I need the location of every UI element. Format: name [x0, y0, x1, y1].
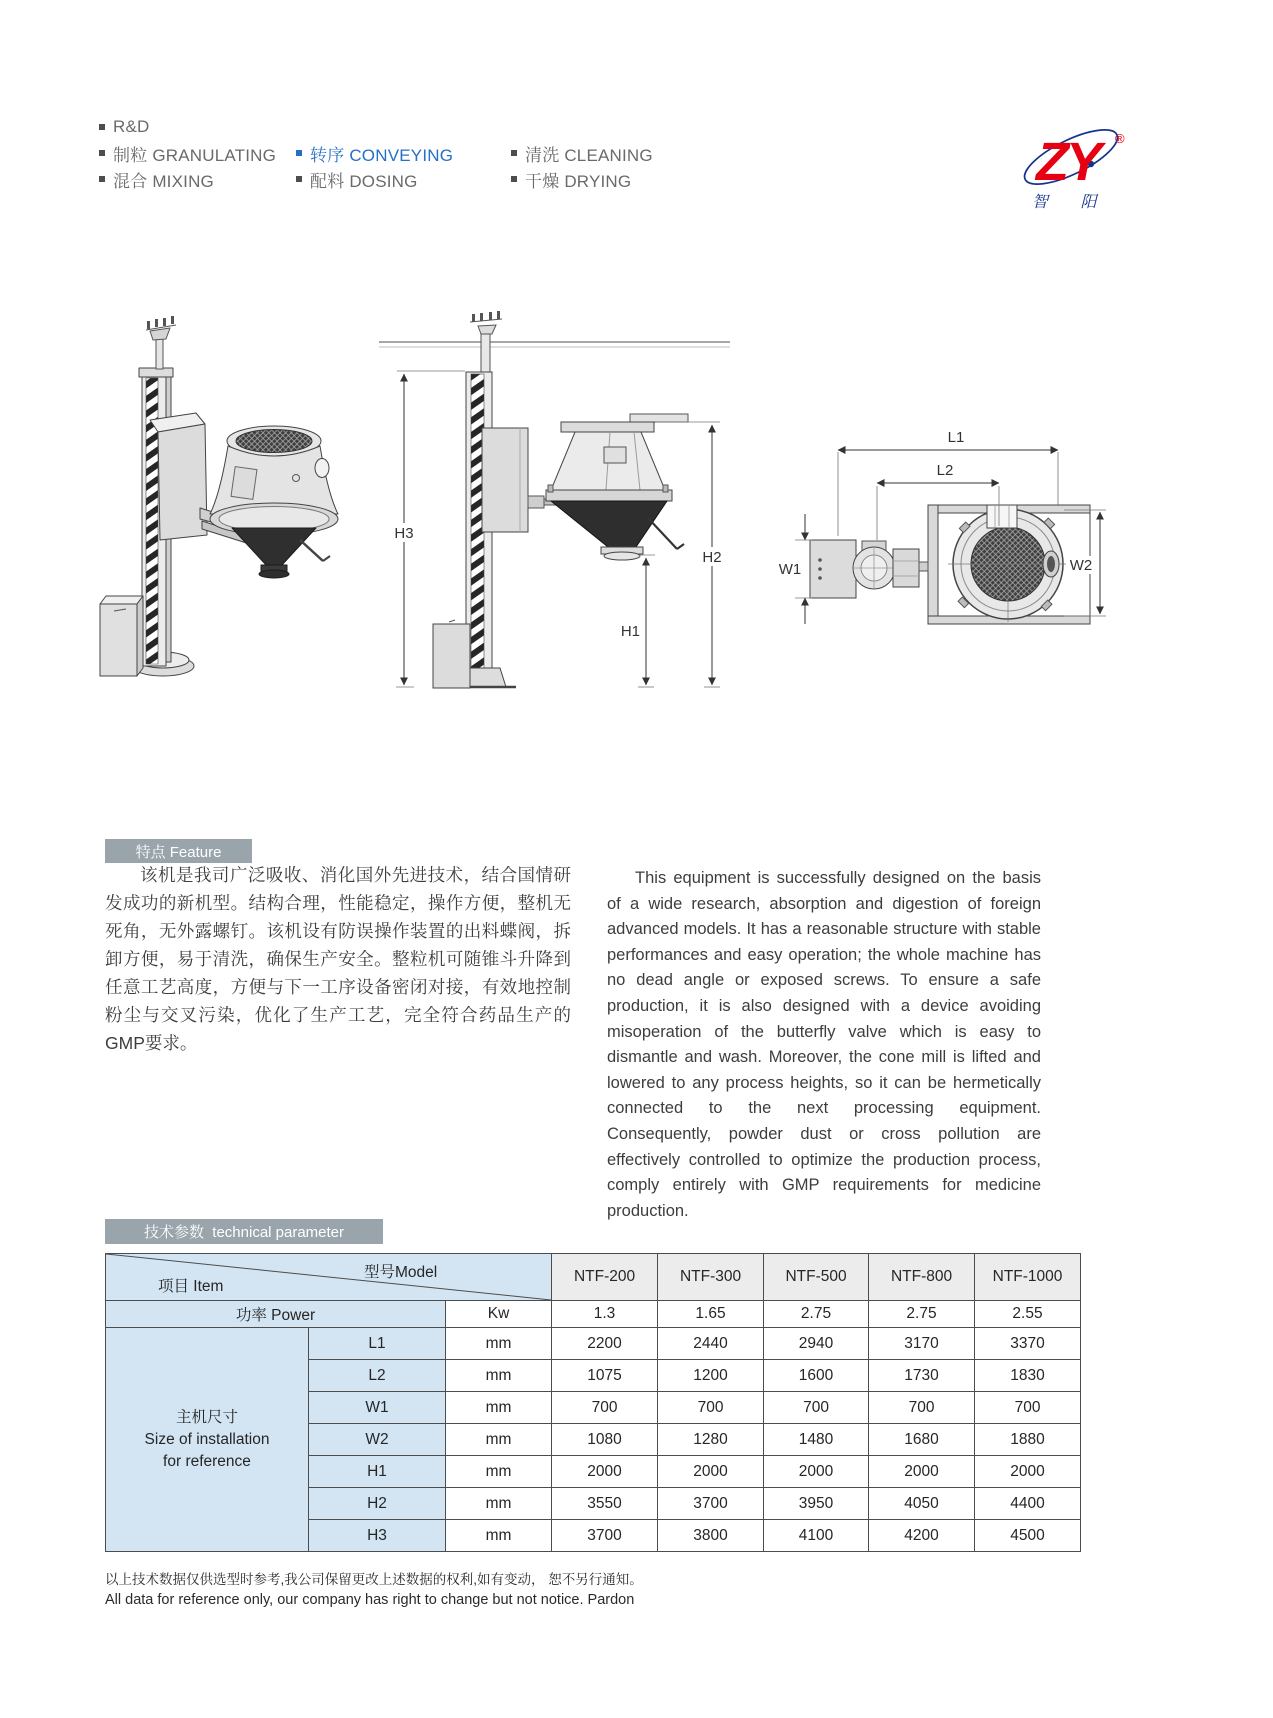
dim-label-w1: W1 [778, 561, 802, 578]
dim-name-cell: H2 [309, 1488, 446, 1520]
menu-column-1 [99, 114, 276, 192]
feature-paragraph-chinese: 该机是我司广泛吸收、消化国外先进技术，结合国情研发成功的新机型。结构合理，性能稳定，操作方便，整机无死角，无外露螺钉。该机设有防误操作装置的出料蝶阀，拆卸方便，易于清洗，确保生产安全。整粒机可随锥斗升降到任意工艺高度，方便与下一工序设备密闭对接，有效地控制粉尘与交叉污染，优化了生产工艺，完全符合药品生产的GMP要求。 [105, 865, 571, 1053]
disclaimer-english: All data for reference only, our company has right to change but not notice. Pardon [105, 1592, 635, 1608]
value-cell: 4200 [869, 1520, 975, 1552]
value-cell: 1730 [869, 1360, 975, 1392]
value-cell: 2000 [975, 1456, 1081, 1488]
dim-label-h3: H3 [394, 525, 414, 542]
dim-name-cell: L1 [309, 1328, 446, 1360]
value-cell: 700 [764, 1392, 869, 1424]
model-header-label: 型号Model [364, 1264, 438, 1281]
table-diagonal-header-cell [106, 1254, 552, 1301]
tech-heading-label: 技术参数 technical parameter [143, 1224, 345, 1241]
dim-name-cell: W2 [309, 1424, 446, 1456]
value-cell: 4500 [975, 1520, 1081, 1552]
bullet-square-icon [99, 176, 105, 182]
power-row-label: 功率 Power [106, 1301, 446, 1328]
drawing-isometric-view [100, 316, 338, 676]
value-cell: 1280 [658, 1424, 764, 1456]
dim-name-cell: W1 [309, 1392, 446, 1424]
tech-section-header [105, 1219, 383, 1244]
menu-item-cleaning [511, 140, 653, 166]
menu-item-label: 制粒 GRANULATING [113, 145, 277, 165]
value-cell: 1480 [764, 1424, 869, 1456]
unit-cell: mm [446, 1328, 552, 1360]
table-row [106, 1328, 1081, 1360]
unit-cell: mm [446, 1456, 552, 1488]
value-cell: 3700 [552, 1520, 658, 1552]
value-cell: 1680 [869, 1424, 975, 1456]
logo-text: ZY [1036, 132, 1100, 192]
menu-item-mixing [99, 166, 276, 192]
power-value-cell: 1.65 [658, 1301, 764, 1328]
dim-label-h1: H1 [620, 623, 640, 640]
bullet-square-icon [99, 124, 105, 130]
value-cell: 700 [552, 1392, 658, 1424]
size-rowspan-label [106, 1328, 309, 1552]
dim-name-cell: L2 [309, 1360, 446, 1392]
menu-item-granulating [99, 140, 276, 166]
menu-item-label: 转序 CONVEYING [310, 145, 454, 165]
unit-cell: mm [446, 1520, 552, 1552]
value-cell: 3700 [658, 1488, 764, 1520]
dim-name-cell: H1 [309, 1456, 446, 1488]
menu-item-label: 干燥 DRYING [525, 171, 632, 191]
menu-item-label: 混合 MIXING [113, 171, 214, 191]
bullet-square-icon [296, 176, 302, 182]
menu-item-label: R&D [113, 117, 150, 136]
power-value-cell: 1.3 [552, 1301, 658, 1328]
value-cell: 1080 [552, 1424, 658, 1456]
value-cell: 2200 [552, 1328, 658, 1360]
value-cell: 2000 [869, 1456, 975, 1488]
zy-logo-icon [1014, 116, 1144, 216]
registered-mark: ® [1115, 131, 1125, 146]
technical-parameter-table [105, 1253, 1081, 1552]
menu-item-dosing [296, 166, 453, 192]
bullet-square-icon [511, 150, 517, 156]
value-cell: 3370 [975, 1328, 1081, 1360]
model-column-header: NTF-800 [869, 1254, 975, 1301]
power-value-cell: 2.75 [764, 1301, 869, 1328]
feature-section-header [105, 839, 252, 863]
menu-column-2 [296, 140, 453, 192]
power-value-cell: 2.55 [975, 1301, 1081, 1328]
value-cell: 4400 [975, 1488, 1081, 1520]
menu-item-drying [511, 166, 653, 192]
dim-label-l2: L2 [936, 462, 954, 479]
feature-paragraph-english: This equipment is successfully designed on the basis of a wide research, absorption and digestion of foreign advanced models. It has a reasonable structure with stable performances and easy operation; the whole machine has no dead angle or exposed screws. To ensure a safe production, it is also designed with a device avoiding misoperation of the butterfly valve which is easy to dismantle and wash. Moreover, the cone mill is lifted and lowered to any process heights, so it can be hermetically connected to the next processing equipment. Consequently, powder dust or cross pollution are effectively controlled to optimize the production process, comply entirely with GMP requirements for medicine production. [607, 869, 1041, 1220]
power-unit-cell: Kw [446, 1301, 552, 1328]
model-column-header: NTF-200 [552, 1254, 658, 1301]
unit-cell: mm [446, 1392, 552, 1424]
logo-subtext: 智 阳 [1032, 194, 1111, 211]
value-cell: 700 [869, 1392, 975, 1424]
drawing-top-view [779, 429, 1106, 624]
dim-label-l1: L1 [947, 429, 965, 446]
value-cell: 700 [658, 1392, 764, 1424]
menu-item-rd [99, 114, 276, 140]
value-cell: 1075 [552, 1360, 658, 1392]
drawing-front-view [379, 311, 730, 688]
dim-label-h2: H2 [702, 549, 722, 566]
value-cell: 2000 [764, 1456, 869, 1488]
size-label-en1: Size of installation [144, 1430, 270, 1448]
dim-name-cell: H3 [309, 1520, 446, 1552]
model-column-header: NTF-1000 [975, 1254, 1081, 1301]
unit-cell: mm [446, 1360, 552, 1392]
feature-heading-label: 特点 Feature [135, 843, 222, 861]
dim-label-w2: W2 [1069, 557, 1093, 574]
menu-item-label: 配料 DOSING [310, 171, 418, 191]
menu-item-conveying-active [296, 140, 453, 166]
value-cell: 700 [975, 1392, 1081, 1424]
value-cell: 4050 [869, 1488, 975, 1520]
menu-column-3 [511, 140, 653, 192]
bullet-square-icon [296, 150, 302, 156]
power-value-cell: 2.75 [869, 1301, 975, 1328]
item-header-label: 项目 Item [158, 1278, 224, 1295]
menu-item-label: 清洗 CLEANING [525, 145, 653, 165]
bullet-square-icon [99, 150, 105, 156]
value-cell: 1600 [764, 1360, 869, 1392]
value-cell: 2440 [658, 1328, 764, 1360]
value-cell: 1200 [658, 1360, 764, 1392]
model-column-header: NTF-500 [764, 1254, 869, 1301]
value-cell: 2000 [552, 1456, 658, 1488]
company-logo [1014, 116, 1144, 216]
value-cell: 2000 [658, 1456, 764, 1488]
size-label-zh: 主机尺寸 [175, 1408, 238, 1426]
technical-drawings [80, 298, 1120, 710]
value-cell: 3170 [869, 1328, 975, 1360]
value-cell: 3800 [658, 1520, 764, 1552]
value-cell: 1830 [975, 1360, 1081, 1392]
value-cell: 2940 [764, 1328, 869, 1360]
model-column-header: NTF-300 [658, 1254, 764, 1301]
value-cell: 3550 [552, 1488, 658, 1520]
disclaimer-chinese: 以上技术数据仅供选型时参考,我公司保留更改上述数据的权利,如有变动， 恕不另行通知。 [105, 1572, 643, 1587]
unit-cell: mm [446, 1424, 552, 1456]
value-cell: 4100 [764, 1520, 869, 1552]
size-label-en2: for reference [163, 1452, 251, 1470]
value-cell: 1880 [975, 1424, 1081, 1456]
value-cell: 3950 [764, 1488, 869, 1520]
bullet-square-icon [511, 176, 517, 182]
unit-cell: mm [446, 1488, 552, 1520]
